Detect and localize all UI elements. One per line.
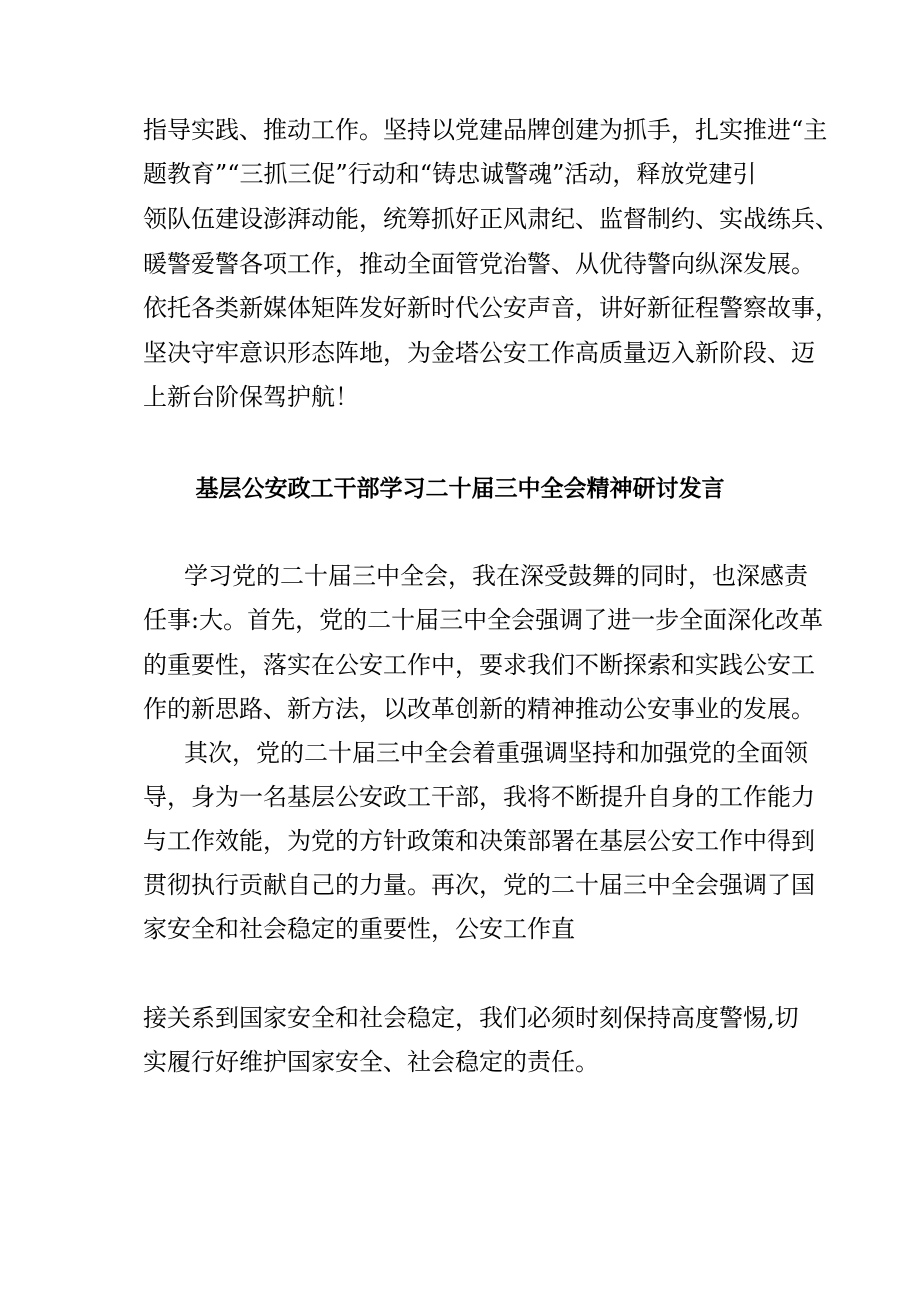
text-line: 导，身为一名基层公安政工干部，我将不断提升自身的工作能力 — [143, 783, 815, 811]
text-line: 作的新思路、新方法，以改革创新的精神推动公安事业的发展。 — [143, 695, 815, 723]
text-line: 题教育”“三抓三促”行动和“铸忠诚警魂”活动，释放党建引 — [143, 160, 757, 188]
section-title: 基层公安政工干部学习二十届三中全会精神研讨发言 — [195, 476, 725, 502]
text-line: 任事:大。首先，党的二十届三中全会强调了进一步全面深化改革 — [143, 606, 824, 634]
text-line: 实履行好维护国家安全、社会稳定的责任。 — [143, 1048, 599, 1076]
text-line: 学习党的二十届三中全会，我在深受鼓舞的同时，也深感责 — [184, 562, 808, 590]
text-line: 家安全和社会稳定的重要性，公安工作直 — [143, 915, 575, 943]
text-line: 与工作效能，为党的方针政策和决策部署在基层公安工作中得到 — [143, 827, 815, 855]
text-line: 其次，党的二十届三中全会着重强调坚持和加强党的全面领 — [184, 739, 808, 767]
text-line: 坚决守牢意识形态阵地，为金塔公安工作高质量迈入新阶段、迈 — [143, 339, 815, 367]
text-line: 暖警爱警各项工作，推动全面管党治警、从优待警向纵深发展。 — [143, 250, 815, 278]
text-line: 的重要性，落实在公安工作中，要求我们不断探索和实践公安工 — [143, 651, 815, 679]
text-line: 上新台阶保驾护航！ — [143, 383, 359, 411]
text-line: 指导实践、推动工作。坚持以党建品牌创建为抓手，扎实推进“主 — [143, 116, 828, 144]
text-line: 依托各类新媒体矩阵发好新时代公安声音，讲好新征程警察故事， — [143, 294, 839, 322]
text-line: 领队伍建设澎湃动能，统筹抓好正风肃纪、监督制约、实战练兵、 — [143, 205, 839, 233]
text-line: 接关系到国家安全和社会稳定，我们必须时刻保持高度警惕,切 — [143, 1004, 799, 1032]
text-line: 贯彻执行贡献自己的力量。再次，党的二十届三中全会强调了国 — [143, 871, 815, 899]
